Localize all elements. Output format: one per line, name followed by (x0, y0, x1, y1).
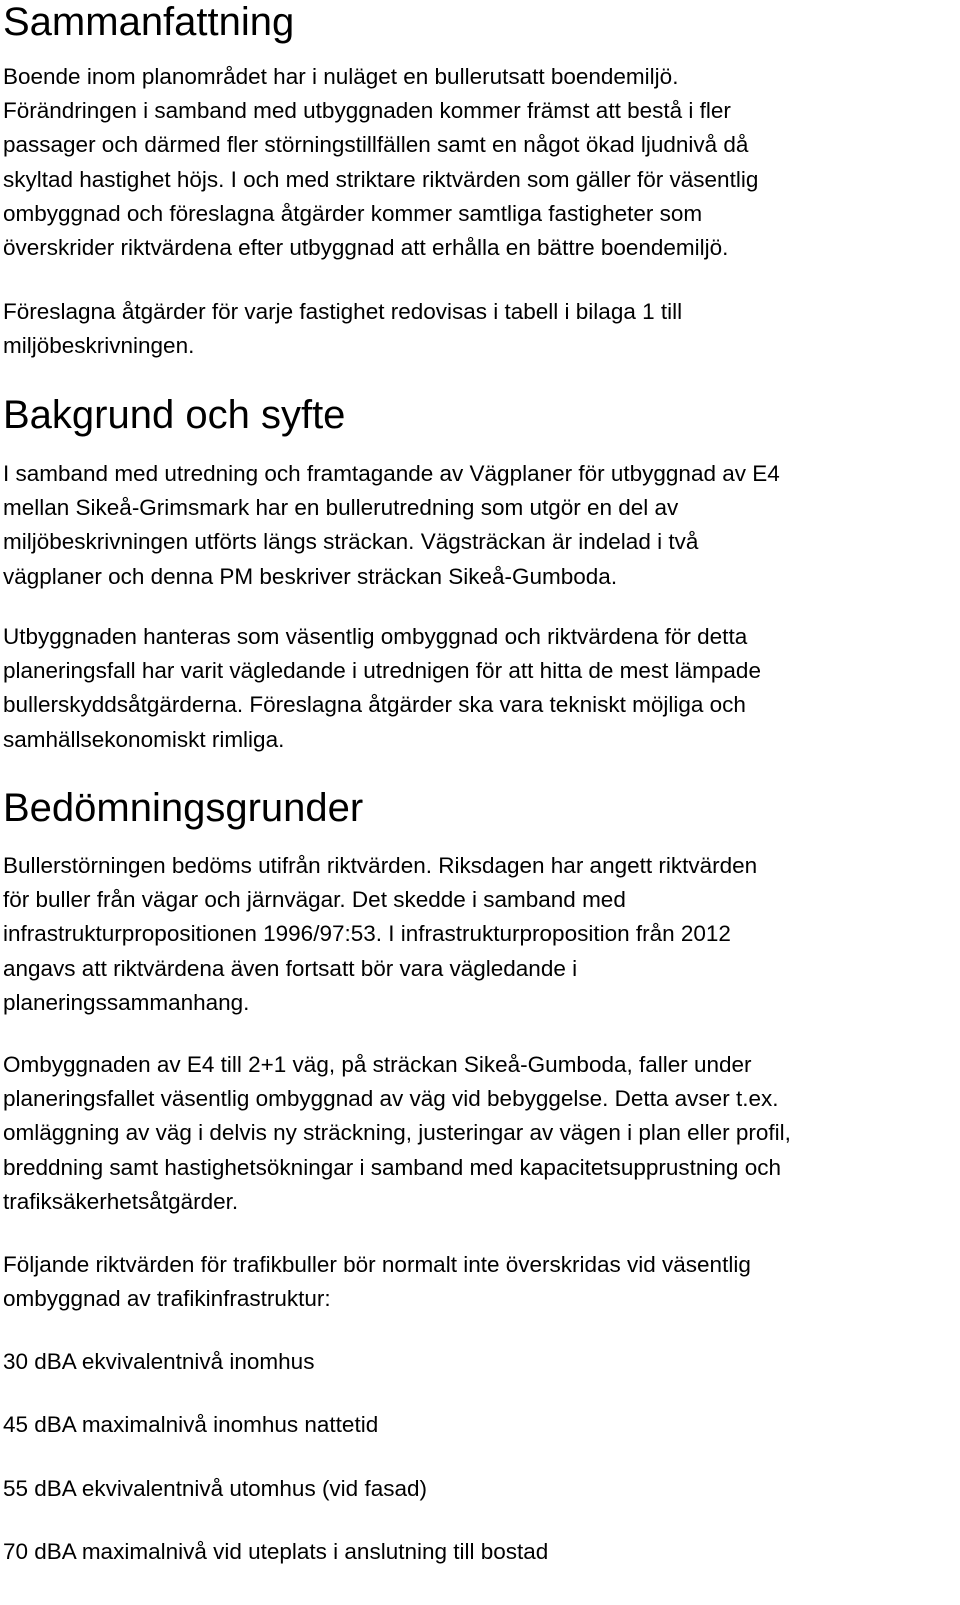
text-line: ombyggnad av trafikinfrastruktur: (3, 1286, 331, 1312)
riktvarde-item: 70 dBA maximalnivå vid uteplats i anslutning till bostad (3, 1539, 549, 1564)
riktvarde-item: 45 dBA maximalnivå inomhus nattetid (3, 1412, 379, 1437)
heading-sammanfattning: Sammanfattning (3, 0, 295, 44)
text-line: för buller från vägar och järnvägar. Det skedde i samband med (3, 887, 626, 913)
text-line: Boende inom planområdet har i nuläget en bullerutsatt boendemiljö. (3, 64, 679, 89)
text-line: planeringsfallet väsentlig ombyggnad av väg vid bebyggelse. Detta avser t.ex. (3, 1086, 779, 1112)
text-line: Ombyggnaden av E4 till 2+1 väg, på sträckan Sikeå-Gumboda, faller under (3, 1052, 752, 1077)
paragraph-bakgrund-2 (3, 620, 953, 757)
riktvarde-item: 30 dBA ekvivalentnivå inomhus (3, 1349, 315, 1374)
paragraph-sammanfattning-1 (3, 60, 953, 265)
text-line: Följande riktvärden för trafikbuller bör normalt inte överskridas vid väsentlig (3, 1252, 751, 1277)
text-line: planeringssammanhang. (3, 989, 250, 1015)
text-line: omläggning av väg i delvis ny sträckning, justeringar av vägen i plan eller profil, (3, 1120, 791, 1146)
text-line: trafiksäkerhetsåtgärder. (3, 1188, 239, 1214)
text-line: Förändringen i samband med utbyggnaden kommer främst att bestå i fler (3, 98, 731, 124)
text-line: överskrider riktvärdena efter utbyggnad att erhålla en bättre boendemiljö. (3, 235, 729, 261)
text-line: samhällsekonomiskt rimliga. (3, 726, 285, 752)
riktvarde-item: 55 dBA ekvivalentnivå utomhus (vid fasad) (3, 1476, 427, 1501)
text-line: planeringsfall har varit vägledande i utrednigen för att hitta de mest lämpade (3, 658, 761, 684)
heading-bedomningsgrunder: Bedömningsgrunder (3, 786, 364, 830)
paragraph-sammanfattning-2 (3, 295, 953, 363)
text-line: Utbyggnaden hanteras som väsentlig ombyggnad och riktvärdena för detta (3, 624, 748, 649)
text-line: miljöbeskrivningen utförts längs sträckan. Vägsträckan är indelad i två (3, 529, 699, 555)
text-line: breddning samt hastighetsökningar i samband med kapacitetsupprustning och (3, 1154, 781, 1180)
text-line: miljöbeskrivningen. (3, 333, 195, 359)
text-line: infrastrukturpropositionen 1996/97:53. I infrastrukturproposition från 2012 (3, 921, 731, 947)
paragraph-bakgrund-1 (3, 457, 953, 594)
text-line: angavs att riktvärdena även fortsatt bör vara vägledande i (3, 955, 578, 981)
text-line: Bullerstörningen bedöms utifrån riktvärden. Riksdagen har angett riktvärden (3, 853, 758, 878)
paragraph-bedomningsgrunder-2 (3, 1048, 953, 1219)
text-line: Föreslagna åtgärder för varje fastighet redovisas i tabell i bilaga 1 till (3, 299, 683, 324)
text-line: ombyggnad och föreslagna åtgärder kommer samtliga fastigheter som (3, 200, 703, 226)
text-line: passager och därmed fler störningstillfällen samt en något ökad ljudnivå då (3, 132, 749, 158)
paragraph-bedomningsgrunder-3 (3, 1248, 953, 1316)
text-line: mellan Sikeå-Grimsmark har en bullerutredning som utgör en del av (3, 495, 679, 521)
paragraph-bedomningsgrunder-1 (3, 849, 953, 1020)
text-line: vägplaner och denna PM beskriver sträckan Sikeå-Gumboda. (3, 563, 618, 589)
text-line: I samband med utredning och framtagande av Vägplaner för utbyggnad av E4 (3, 461, 780, 486)
text-line: bullerskyddsåtgärderna. Föreslagna åtgärder ska vara tekniskt möjliga och (3, 692, 746, 718)
heading-bakgrund-och-syfte: Bakgrund och syfte (3, 393, 346, 437)
text-line: skyltad hastighet höjs. I och med striktare riktvärden som gäller för väsentlig (3, 166, 759, 192)
